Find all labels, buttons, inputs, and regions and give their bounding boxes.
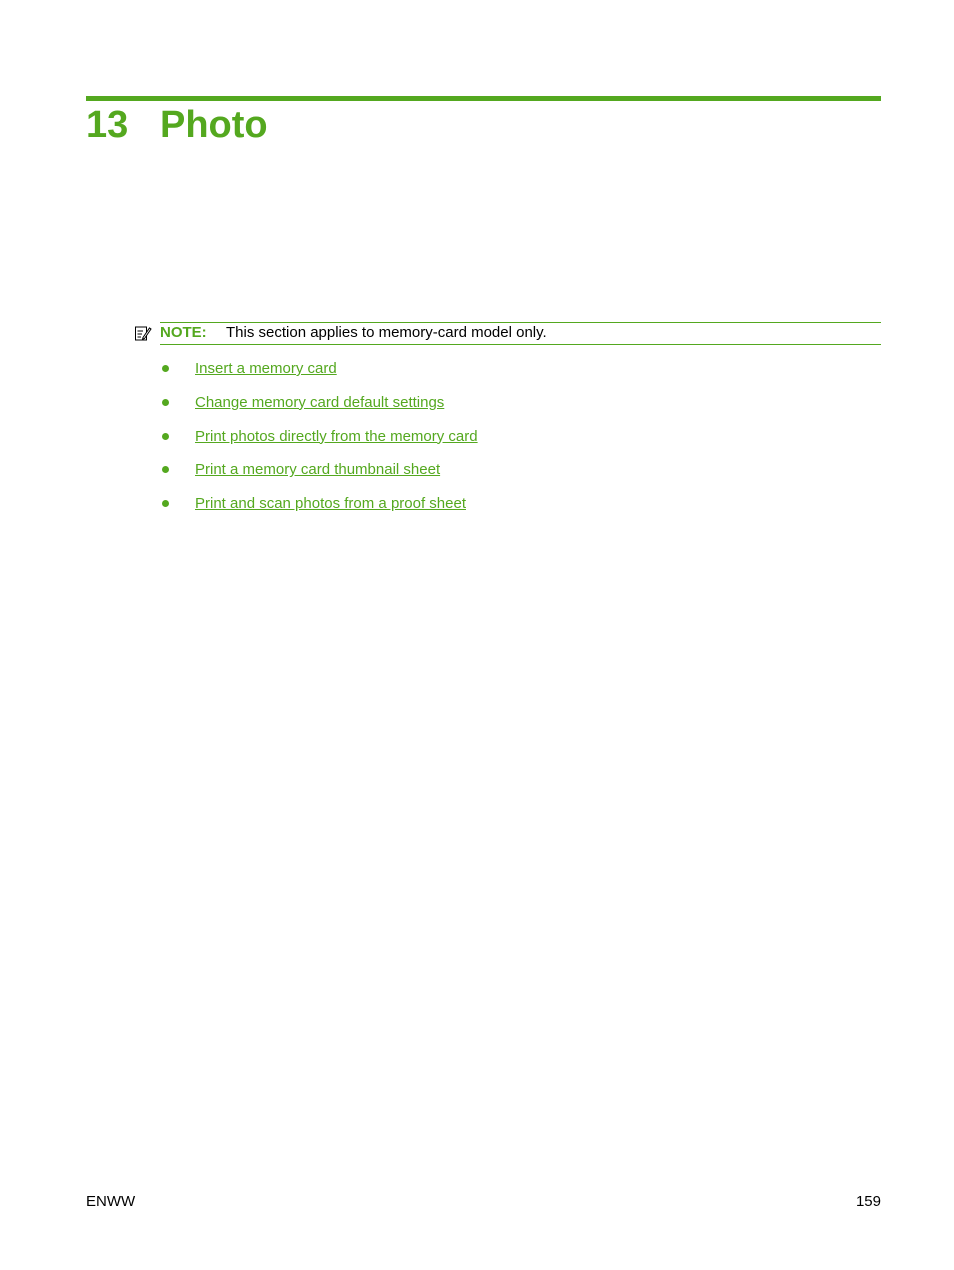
note-text: This section applies to memory-card model only.	[226, 324, 547, 341]
footer-label: ENWW	[86, 1193, 136, 1210]
bullet-icon	[162, 399, 169, 406]
link-print-scan-proof-sheet[interactable]: Print and scan photos from a proof sheet	[195, 495, 466, 512]
bullet-icon	[162, 500, 169, 507]
bullet-icon	[162, 466, 169, 473]
note-pencil-icon	[134, 324, 152, 342]
chapter-heading	[86, 100, 268, 150]
note-box	[134, 322, 881, 344]
link-insert-memory-card[interactable]: Insert a memory card	[195, 360, 337, 377]
page-number: 159	[855, 1193, 881, 1210]
link-change-memory-card-default-settings[interactable]: Change memory card default settings	[195, 393, 445, 411]
bullet-icon	[162, 433, 169, 440]
chapter-number: 13	[86, 104, 129, 146]
chapter-title: Photo	[160, 104, 268, 146]
note-label: NOTE:	[160, 324, 207, 341]
link-print-thumbnail-sheet[interactable]: Print a memory card thumbnail sheet	[195, 461, 441, 479]
link-print-photos-directly[interactable]: Print photos directly from the memory card	[195, 427, 478, 445]
bullet-icon	[162, 365, 169, 372]
